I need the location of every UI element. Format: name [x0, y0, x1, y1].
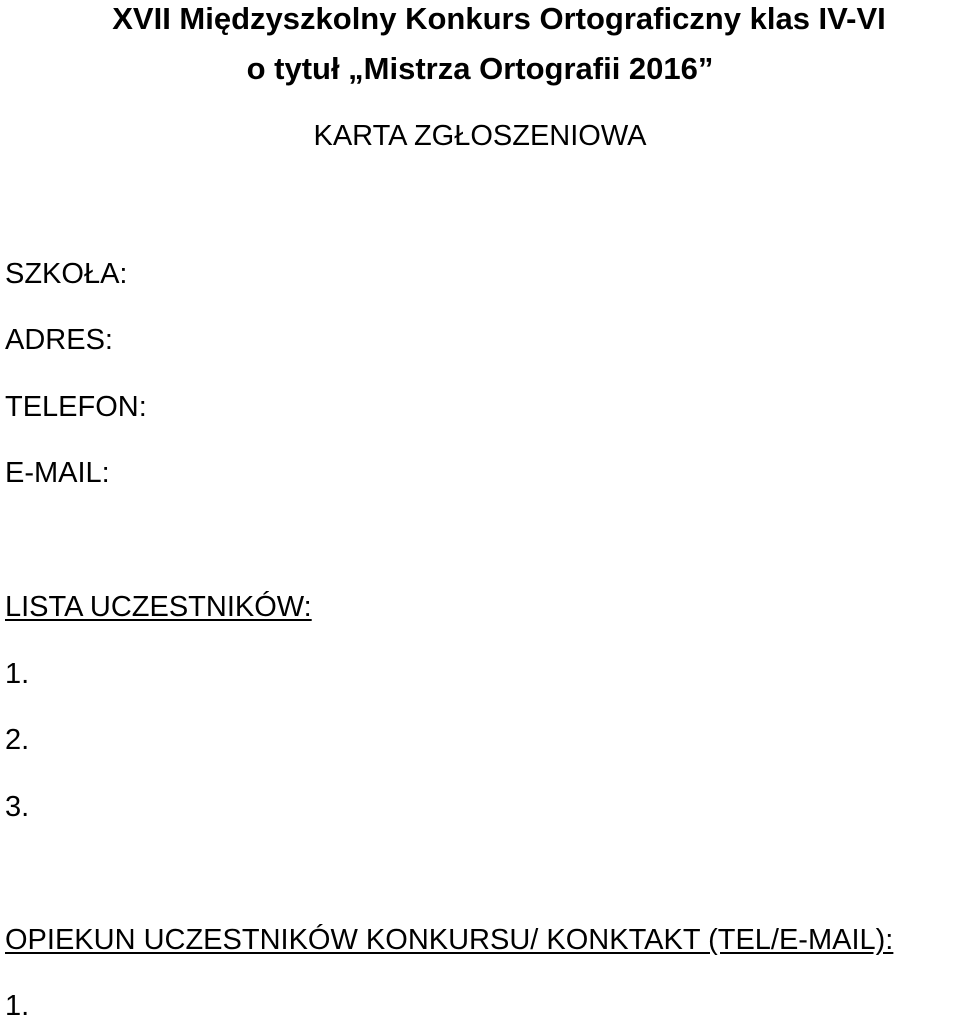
- participant-item-1: 1.: [5, 658, 30, 690]
- participant-item-2: 2.: [5, 724, 30, 756]
- address-label: ADRES:: [5, 324, 113, 356]
- supervisor-heading: OPIEKUN UCZESTNIKÓW KONKURSU/ KONKTAKT (TEL/E-MAIL):: [5, 924, 894, 956]
- email-label: E-MAIL:: [5, 457, 110, 489]
- participant-item-3: 3.: [5, 791, 30, 823]
- school-label: SZKOŁA:: [5, 258, 128, 290]
- phone-label: TELEFON:: [5, 391, 147, 423]
- form-subtitle: KARTA ZGŁOSZENIOWA: [313, 120, 647, 152]
- supervisor-item-1: 1.: [5, 990, 30, 1022]
- participants-heading: LISTA UCZESTNIKÓW:: [5, 591, 312, 623]
- form-title-line-1: XVII Międzyszkolny Konkurs Ortograficzny klas IV-VI: [112, 1, 886, 36]
- form-title-line-2: o tytuł „Mistrza Ortografii 2016”: [246, 51, 714, 86]
